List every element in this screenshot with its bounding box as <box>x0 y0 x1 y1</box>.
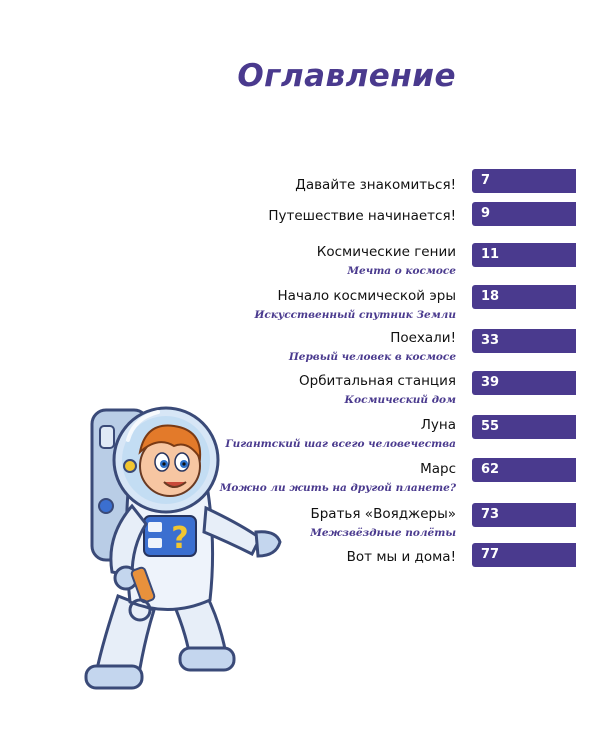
page-number: 9 <box>481 206 491 221</box>
question-mark-badge: ? <box>171 521 189 556</box>
toc-entry-title: Давайте знакомиться! <box>295 177 456 193</box>
page-number-tab[interactable] <box>472 329 576 353</box>
toc-entry-title: Луна <box>420 417 456 433</box>
page-number: 18 <box>481 289 500 304</box>
toc-entry-title: Поехали! <box>390 330 456 346</box>
page-number-tab[interactable] <box>472 415 576 439</box>
page-number: 77 <box>481 547 500 562</box>
page-number: 39 <box>481 375 500 390</box>
toc-entry-subtitle: Мечта о космосе <box>347 265 456 277</box>
toc-entry-title: Путешествие начинается! <box>268 208 456 224</box>
toc-entry-title: Орбитальная станция <box>299 373 456 389</box>
toc-entry-subtitle: Межзвёздные полёты <box>310 527 456 539</box>
page-number: 55 <box>481 419 500 434</box>
page-number: 33 <box>481 333 500 348</box>
toc-entry-title: Братья «Вояджеры» <box>310 506 456 522</box>
page-number-tab[interactable] <box>472 371 576 395</box>
page-number: 62 <box>481 462 500 477</box>
page-number: 7 <box>481 173 491 188</box>
toc-entry-subtitle: Можно ли жить на другой планете? <box>219 482 456 494</box>
toc-entry-subtitle: Первый человек в космосе <box>288 351 456 363</box>
toc-entry-subtitle: Космический дом <box>344 394 456 406</box>
astronaut-illustration <box>40 396 290 696</box>
page-number-tab[interactable] <box>472 458 576 482</box>
page-number: 73 <box>481 507 500 522</box>
toc-entry-subtitle: Гигантский шаг всего человечества <box>225 438 456 450</box>
page-number-tab[interactable] <box>472 202 576 226</box>
toc-entry-title: Космические гении <box>316 244 456 260</box>
page-number-tab[interactable] <box>472 543 576 567</box>
page-number: 11 <box>481 247 500 262</box>
page-number-tab[interactable] <box>472 285 576 309</box>
toc-entry-title: Вот мы и дома! <box>346 549 456 565</box>
page-title: Оглавление <box>237 58 456 94</box>
toc-entry-title: Начало космической эры <box>277 288 456 304</box>
page-number-tab[interactable] <box>472 169 576 193</box>
toc-entry-subtitle: Искусственный спутник Земли <box>254 309 456 321</box>
page-number-tab[interactable] <box>472 243 576 267</box>
page-number-tab[interactable] <box>472 503 576 527</box>
toc-entry-title: Марс <box>420 461 456 477</box>
